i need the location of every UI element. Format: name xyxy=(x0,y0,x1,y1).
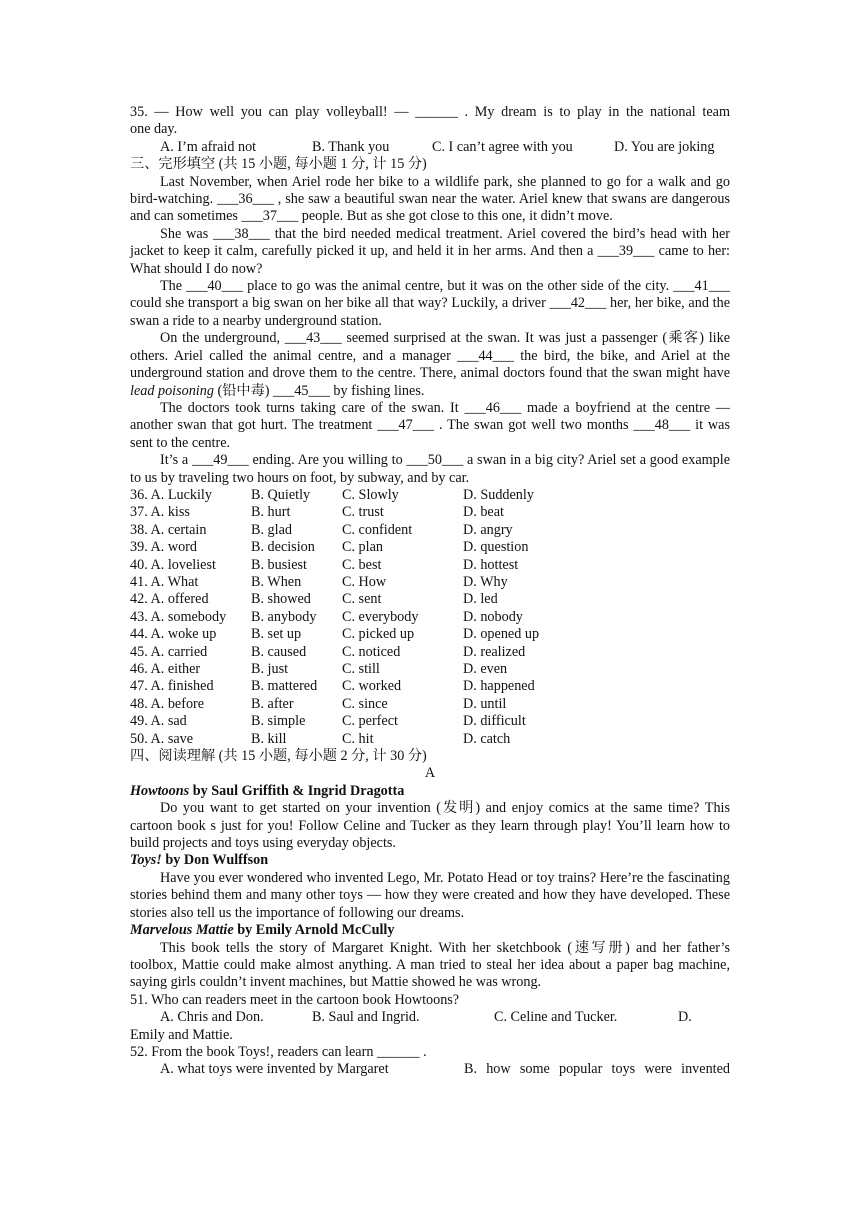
section-4-heading: 四、阅读理解 (共 15 小题, 每小题 2 分, 计 30 分) xyxy=(130,748,427,765)
cloze-option: D. Suddenly xyxy=(463,486,534,503)
question-51-options xyxy=(130,1009,730,1026)
book-author: by Saul Griffith & Ingrid Dragotta xyxy=(189,782,405,799)
book-description: Do you want to get started on your invention (发明) and enjoy comics at the same time? This cartoon book s just for you! Follow Celine and Tucker as they learn through play! You’ll learn how to build projects and toys using everyday objects. xyxy=(130,800,730,852)
cloze-option: C. since xyxy=(342,695,388,712)
option-c: C. Celine and Tucker. xyxy=(494,1009,618,1026)
cloze-option: 37. A. kiss xyxy=(130,504,190,521)
cloze-paragraph: The doctors took turns taking care of the swan. It ___46___ made a boyfriend at the centre — another swan that got hurt. The treatment ___47___ . The swan got well two months ___48___ it was sent to the centre. xyxy=(130,399,730,451)
option-d-text: Emily and Mattie. xyxy=(130,1026,233,1043)
cloze-option: D. opened up xyxy=(463,626,540,643)
cloze-option: 36. A. Luckily xyxy=(130,486,212,503)
cloze-option: 40. A. loveliest xyxy=(130,556,216,573)
cloze-option: D. angry xyxy=(463,521,513,538)
option-d: D. xyxy=(678,1009,692,1026)
cloze-option: 38. A. certain xyxy=(130,521,207,538)
cloze-option: C. perfect xyxy=(342,713,398,730)
cloze-option: 48. A. before xyxy=(130,695,205,712)
cloze-option: 39. A. word xyxy=(130,539,197,556)
exam-page xyxy=(130,104,730,1079)
cloze-option: C. worked xyxy=(342,678,402,695)
cloze-option: C. everybody xyxy=(342,608,419,625)
cloze-option: D. realized xyxy=(463,643,526,660)
option-b: B. Saul and Ingrid. xyxy=(312,1009,420,1026)
cloze-option: 49. A. sad xyxy=(130,713,187,730)
cloze-option: 43. A. somebody xyxy=(130,608,227,625)
book-list xyxy=(130,783,730,992)
section-3-heading: 三、完形填空 (共 15 小题, 每小题 1 分, 计 15 分) xyxy=(130,156,427,173)
cloze-option: C. sent xyxy=(342,591,382,608)
cloze-text: On the underground, ___43___ seemed surprised at the swan. It was just a passenger (乘客) like others. Ariel called the animal centre, and a manager ___44___ the bird, the bike, and Ariel at the underground station and drove them to the centre. There, animal doctors found that the swan might have xyxy=(130,330,730,382)
cloze-option: C. plan xyxy=(342,539,383,556)
cloze-option: B. mattered xyxy=(251,678,318,695)
option-c: C. I can’t agree with you xyxy=(432,138,573,155)
option-b: B. Thank you xyxy=(312,138,390,155)
book-title: Toys! xyxy=(130,852,162,869)
book-description: This book tells the story of Margaret Knight. With her sketchbook (速写册) and her father’s toolbox, Mattie could make almost anything. A man tried to steal her idea about a paper bag machine, saying girls couldn’t invent machines, but Mattie showed he was wrong. xyxy=(130,939,730,991)
cloze-option: B. caused xyxy=(251,643,307,660)
option-b: B. how some popular toys were invented xyxy=(464,1061,730,1078)
book-entry xyxy=(130,852,730,922)
cloze-option: B. Quietly xyxy=(251,486,311,503)
book-title: Marvelous Mattie xyxy=(130,922,234,939)
question-35-stem-cont: one day. xyxy=(130,121,178,138)
book-author: by Don Wulffson xyxy=(161,852,269,869)
cloze-option: B. anybody xyxy=(251,608,317,625)
cloze-option: D. happened xyxy=(463,678,535,695)
cloze-option: 42. A. offered xyxy=(130,591,209,608)
book-title: Howtoons xyxy=(130,782,190,799)
book-entry xyxy=(130,922,730,992)
cloze-option: 41. A. What xyxy=(130,573,199,590)
cloze-passage xyxy=(130,174,730,487)
cloze-italic-term: lead poisoning xyxy=(130,382,214,399)
cloze-option: D. hottest xyxy=(463,556,519,573)
cloze-option: 44. A. woke up xyxy=(130,626,217,643)
option-a: A. Chris and Don. xyxy=(160,1009,264,1026)
cloze-option: C. picked up xyxy=(342,626,415,643)
book-description: Have you ever wondered who invented Lego, Mr. Potato Head or toy trains? Here’re the fascinating stories behind them and many other toys — how they were created and how they have developed. These stories also tell us the importance of following our dreams. xyxy=(130,869,730,921)
cloze-option: D. beat xyxy=(463,504,504,521)
book-heading xyxy=(130,852,730,869)
cloze-paragraph: She was ___38___ that the bird needed medical treatment. Ariel covered the bird’s head with her jacket to keep it calm, carefully picked it up, and held it in her arms. And then a ___39___ came to her: What should I do now? xyxy=(130,225,730,277)
cloze-option: D. even xyxy=(463,661,508,677)
passage-label: A xyxy=(424,765,436,782)
cloze-option: C. hit xyxy=(342,730,374,747)
option-d: D. You are joking xyxy=(614,138,715,155)
cloze-option: D. led xyxy=(463,591,498,608)
book-heading xyxy=(130,783,730,800)
cloze-option: C. best xyxy=(342,556,382,573)
question-52 xyxy=(130,1044,730,1079)
book-author: by Emily Arnold McCully xyxy=(233,922,395,939)
cloze-option: C. still xyxy=(342,661,380,677)
cloze-option: 45. A. carried xyxy=(130,643,208,660)
cloze-option: D. until xyxy=(463,695,507,712)
cloze-option: B. showed xyxy=(251,591,311,608)
cloze-text: (铅中毒) ___45___ by fishing lines. xyxy=(213,382,425,399)
book-entry xyxy=(130,783,730,853)
cloze-option: B. set up xyxy=(251,626,302,643)
question-35 xyxy=(130,104,730,156)
cloze-option: 46. A. either xyxy=(130,661,201,677)
cloze-option: B. hurt xyxy=(251,504,291,521)
book-heading xyxy=(130,922,730,939)
cloze-option: B. glad xyxy=(251,521,292,538)
option-a: A. I’m afraid not xyxy=(160,138,257,155)
question-35-stem: 35. — How well you can play volleyball! — ______ . My dream is to play in the national team xyxy=(130,104,730,120)
option-a: A. what toys were invented by Margaret xyxy=(160,1061,389,1078)
cloze-option: 50. A. save xyxy=(130,730,194,747)
cloze-option: B. simple xyxy=(251,713,306,730)
cloze-paragraph: The ___40___ place to go was the animal centre, but it was on the other side of the city. ___41___ could she transport a big swan on her bike all that way? Luckily, a driver ___42___ her, her bike, and the swan a ride to a nearby underground station. xyxy=(130,278,730,329)
cloze-option: D. nobody xyxy=(463,608,523,625)
cloze-paragraph: Last November, when Ariel rode her bike to a wildlife park, she planned to go for a walk and go bird-watching. ___36___ , she saw a beautiful swan near the water. Ariel knew that swans are dangerous and can sometimes ___37___ people. But as she got close to this one, it didn’t move. xyxy=(130,173,730,225)
cloze-option: C. Slowly xyxy=(342,486,399,503)
cloze-option: B. just xyxy=(251,661,289,677)
cloze-option: D. catch xyxy=(463,730,511,747)
cloze-option: B. after xyxy=(251,695,294,712)
question-51-stem: 51. Who can readers meet in the cartoon book Howtoons? xyxy=(130,991,460,1008)
cloze-options-grid xyxy=(130,487,730,748)
cloze-option: D. difficult xyxy=(463,713,526,730)
question-35-options xyxy=(130,139,730,156)
question-52-options xyxy=(130,1061,730,1078)
cloze-option: B. When xyxy=(251,573,302,590)
cloze-option: B. kill xyxy=(251,730,287,747)
cloze-paragraph: It’s a ___49___ ending. Are you willing to ___50___ a swan in a big city? Ariel set a good example to us by traveling two hours on foot, by subway, and by car. xyxy=(130,452,730,486)
cloze-option: D. question xyxy=(463,539,529,556)
cloze-option: C. trust xyxy=(342,504,384,521)
question-51 xyxy=(130,992,730,1044)
cloze-option: C. noticed xyxy=(342,643,401,660)
cloze-option: D. Why xyxy=(463,573,508,590)
cloze-paragraph xyxy=(130,330,730,400)
question-52-stem: 52. From the book Toys!, readers can learn ______ . xyxy=(130,1043,427,1060)
cloze-option: C. How xyxy=(342,573,387,590)
cloze-option: B. decision xyxy=(251,539,315,556)
cloze-option: C. confident xyxy=(342,521,413,538)
cloze-option: 47. A. finished xyxy=(130,678,214,695)
cloze-option: B. busiest xyxy=(251,556,307,573)
